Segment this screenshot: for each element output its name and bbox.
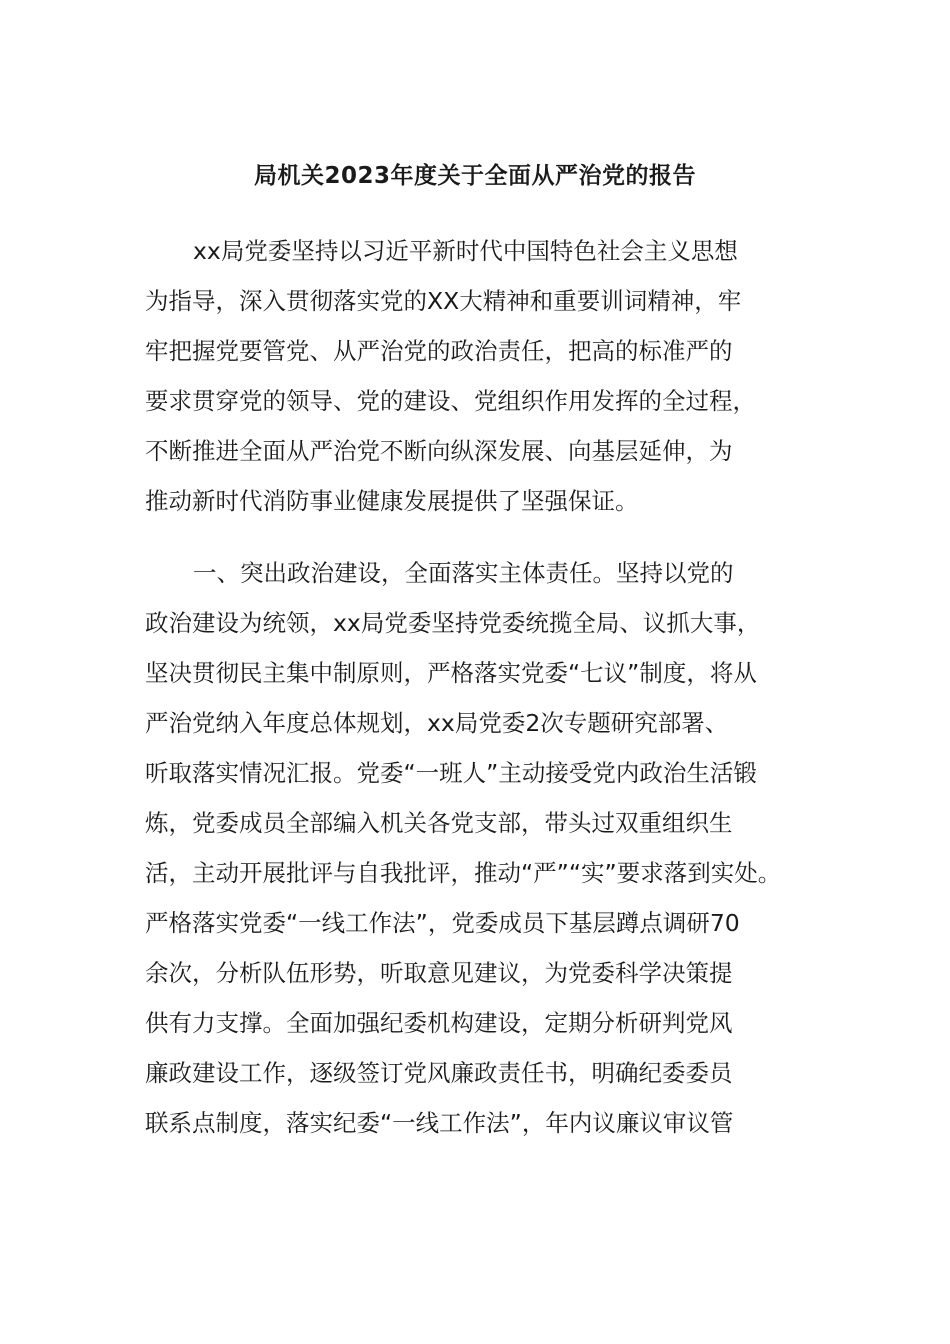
paragraph-line: 不断推进全面从严治党不断向纵深发展、向基层延伸，为 [145,437,733,465]
paragraph-2 [145,548,825,1148]
paragraph-line: 供有力支撑。全面加强纪委机构建设，定期分析研判党风 [145,1009,733,1037]
paragraph-line: 联系点制度，落实纪委“一线工作法”，年内议廉议审议管 [145,1109,734,1137]
paragraph-line: 廉政建设工作，逐级签订党风廉政责任书，明确纪委委员 [145,1059,733,1087]
paragraph-line: 一、突出政治建设，全面落实主体责任。坚持以党的 [193,559,734,587]
paragraph-line: 坚决贯彻民主集中制原则，严格落实党委“七议”制度，将从 [145,659,757,687]
paragraph-line: 要求贯穿党的领导、党的建设、党组织作用发挥的全过程， [145,387,756,415]
paragraph-line: 牢把握党要管党、从严治党的政治责任，把高的标准严的 [145,337,733,365]
paragraph-1 [145,226,825,526]
paragraph-line: 余次，分析队伍形势，听取意见建议，为党委科学决策提 [145,959,733,987]
paragraph-line: 为指导，深入贯彻落实党的XX大精神和重要训词精神，牢 [145,287,742,315]
paragraph-line: 严格落实党委“一线工作法”，党委成员下基层蹲点调研70 [145,909,740,937]
paragraph-line: 严治党纳入年度总体规划，xx局党委2次专题研究部署、 [145,709,729,737]
paragraph-line: 听取落实情况汇报。党委“一班人”主动接受党内政治生活锻 [145,759,757,787]
paragraph-line: 推动新时代消防事业健康发展提供了坚强保证。 [145,487,639,515]
document-title: 局机关2023年度关于全面从严治党的报告 [253,163,696,189]
paragraph-line: xx局党委坚持以习近平新时代中国特色社会主义思想 [193,237,738,265]
paragraph-line: 政治建设为统领，xx局党委坚持党委统揽全局、议抓大事， [145,609,761,637]
paragraph-line: 炼，党委成员全部编入机关各党支部，带头过双重组织生 [145,809,733,837]
paragraph-line: 活，主动开展批评与自我批评，推动“严”“实”要求落到实处。 [145,859,782,887]
